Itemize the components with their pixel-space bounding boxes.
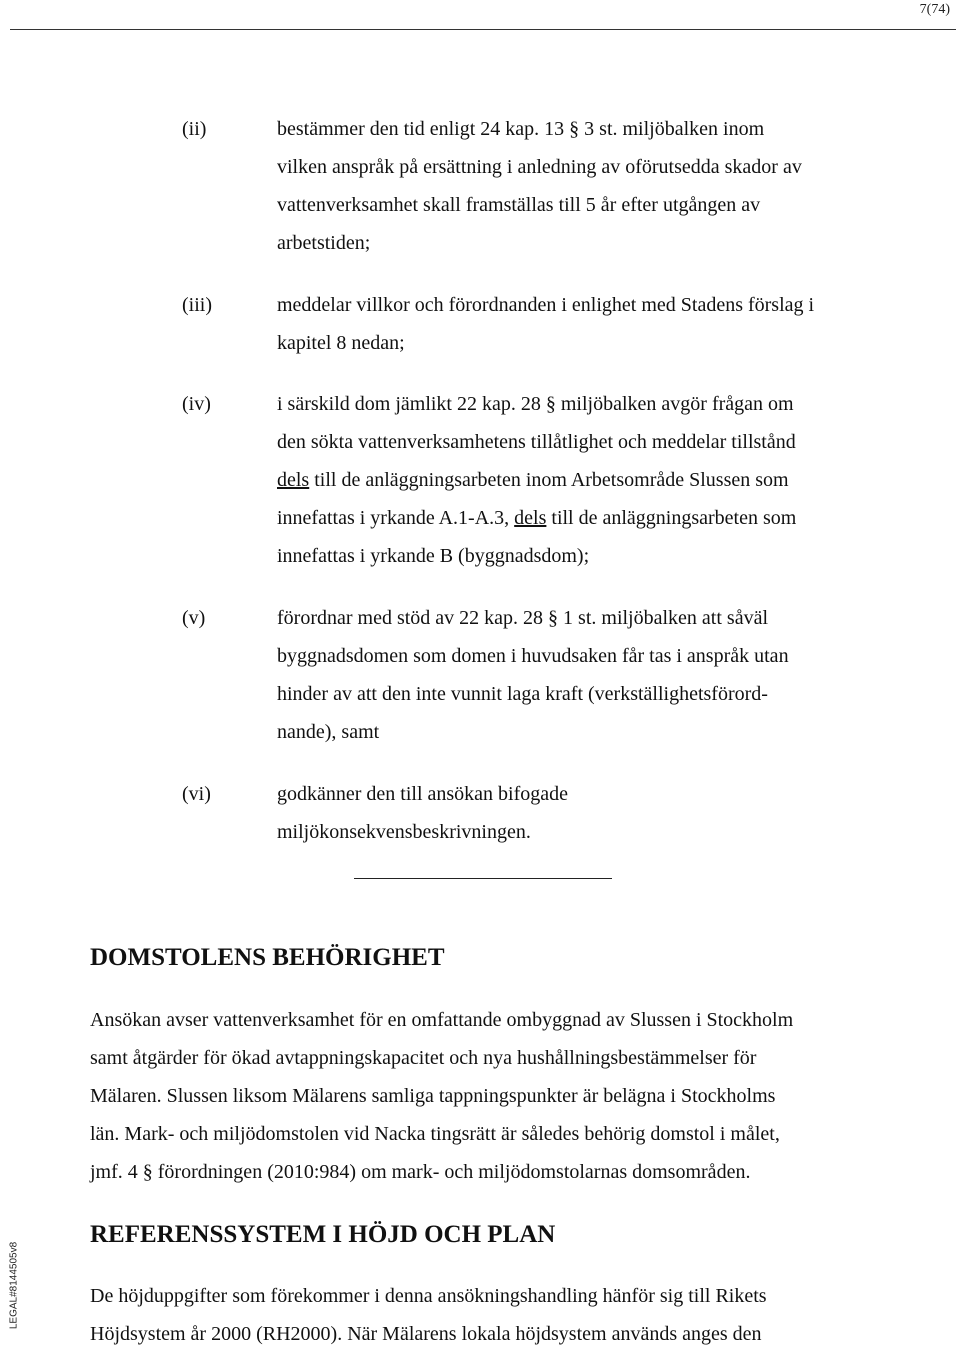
text-line: kapitel 8 nedan;: [277, 332, 405, 354]
text-line: hinder av att den inte vunnit laga kraft (verkställighetsförord-: [277, 683, 768, 705]
header-rule: [10, 29, 956, 30]
section-heading: REFERENSSYSTEM I HÖJD OCH PLAN: [90, 1221, 556, 1248]
text-line: [277, 499, 917, 537]
underlined-word: dels: [514, 507, 547, 529]
text-line: vattenverksamhet skall framställas till 5 år efter utgången av: [277, 194, 761, 216]
section-separator: [354, 878, 612, 879]
section-heading: DOMSTOLENS BEHÖRIGHET: [90, 944, 445, 971]
item-label: (iii): [182, 294, 212, 316]
text-line: Höjdsystem år 2000 (RH2000). När Mälarens lokala höjdsystem används anges den: [90, 1323, 762, 1345]
text-line: i särskild dom jämlikt 22 kap. 28 § miljöbalken avgör frågan om: [277, 393, 794, 415]
text-line: den sökta vattenverksamhetens tillåtlighet och meddelar tillstånd: [277, 431, 796, 453]
text-line: Ansökan avser vattenverksamhet för en omfattande ombyggnad av Slussen i Stockholm: [90, 1009, 794, 1031]
text-line: samt åtgärder för ökad avtappningskapacitet och nya hushållningsbestämmelser för: [90, 1047, 757, 1069]
text-line: meddelar villkor och förordnanden i enlighet med Stadens förslag i: [277, 294, 815, 316]
item-text: [277, 599, 917, 751]
text-line: vilken anspråk på ersättning i anledning av oförutsedda skador av: [277, 156, 802, 178]
text-line: jmf. 4 § förordningen (2010:984) om mark- och miljödomstolarnas domsområden.: [90, 1161, 751, 1183]
text-line: bestämmer den tid enligt 24 kap. 13 § 3 st. miljöbalken inom: [277, 118, 765, 140]
underlined-word: dels: [277, 469, 310, 491]
text-line: byggnadsdomen som domen i huvudsaken får tas i anspråk utan: [277, 645, 789, 667]
item-label: (iv): [182, 393, 211, 415]
text-line: miljökonsekvensbeskrivningen.: [277, 821, 531, 843]
item-label: (ii): [182, 118, 207, 140]
text-line: De höjduppgifter som förekommer i denna ansökningshandling hänför sig till Rikets: [90, 1285, 767, 1307]
text-segment: till de anläggningsarbeten som: [546, 507, 797, 529]
text-line: Mälaren. Slussen liksom Mälarens samliga tappningspunkter är belägna i Stockholms: [90, 1085, 776, 1107]
item-text: [277, 775, 917, 851]
text-line: [277, 461, 917, 499]
section-paragraph: [90, 1277, 910, 1353]
text-segment: innefattas i yrkande A.1-A.3,: [277, 507, 515, 529]
item-label: (v): [182, 607, 206, 629]
page-number: 7(74): [919, 2, 950, 17]
item-label: (vi): [182, 783, 211, 805]
text-line: godkänner den till ansökan bifogade: [277, 783, 569, 805]
section-paragraph: [90, 1001, 910, 1191]
text-line: arbetstiden;: [277, 232, 371, 254]
text-segment: till de anläggningsarbeten inom Arbetsområde Slussen som: [309, 469, 789, 491]
text-line: län. Mark- och miljödomstolen vid Nacka tingsrätt är således behörig domstol i målet,: [90, 1123, 780, 1145]
item-text: [277, 110, 917, 262]
text-line: innefattas i yrkande B (byggnadsdom);: [277, 545, 590, 567]
text-line: förordnar med stöd av 22 kap. 28 § 1 st. miljöbalken att såväl: [277, 607, 769, 629]
item-text: [277, 385, 917, 575]
document-id: LEGAL#8144505v8: [8, 1241, 20, 1330]
item-text: [277, 286, 917, 362]
text-line: nande), samt: [277, 721, 380, 743]
